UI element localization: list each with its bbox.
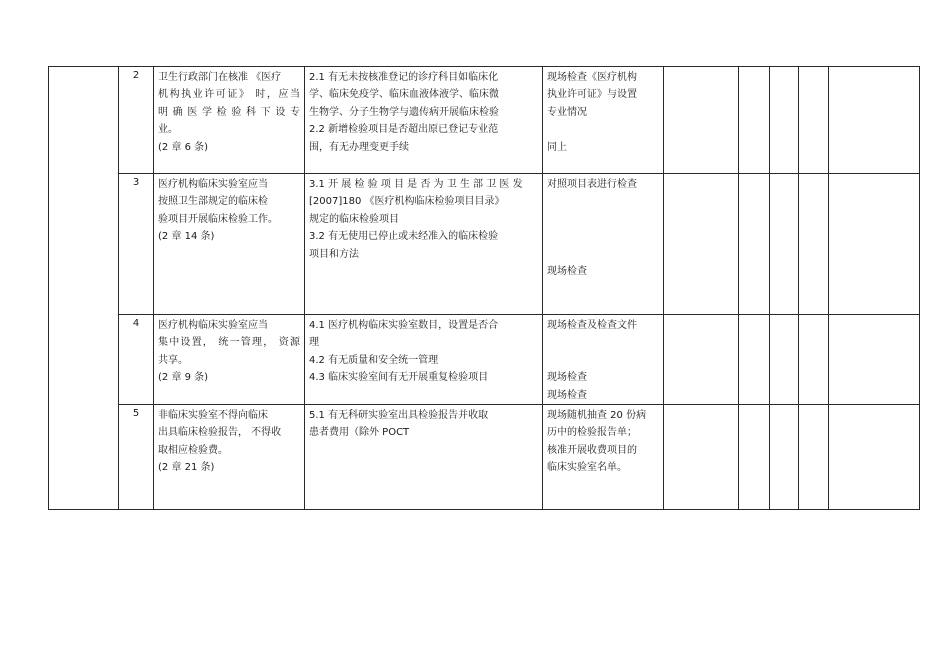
method-line: 现场随机抽查 20 份病 (547, 410, 647, 421)
item-number: 5 (119, 405, 154, 510)
empty-cell (664, 315, 739, 405)
empty-cell (829, 405, 920, 510)
requirement-line: (2 章 21 条) (158, 462, 215, 474)
empty-cell (829, 67, 920, 174)
requirement-line: 验项目开展临床检验工作。 (158, 213, 278, 225)
requirement-cell (154, 67, 305, 174)
content-line: 4.3 临床实验室间有无开展重复检验项目 (309, 372, 489, 384)
content-line: 围，有无办理变更手续 (309, 141, 409, 153)
method-line: 现场检查《医疗机构 (547, 72, 637, 83)
empty-cell (664, 174, 739, 315)
requirement-line: 集中设置， 统一管理， 资源 (158, 337, 300, 349)
table-row (49, 67, 920, 174)
requirement-line: 卫生行政部门在核准 《医疗 (158, 72, 282, 83)
requirement-cell (154, 405, 305, 510)
requirement-line: 取相应检验费。 (158, 444, 228, 456)
empty-cell (829, 315, 920, 405)
method-line: 核准开展收费项目的 (547, 444, 637, 456)
content-line: 2.1 有无未按核准登记的诊疗科目如临床化 (309, 72, 499, 83)
content-line: 理 (309, 337, 319, 349)
requirement-line: 共享。 (158, 354, 188, 366)
item-number: 4 (119, 315, 154, 405)
method-line: 对照项目表进行检查 (547, 179, 637, 190)
empty-cell (770, 405, 799, 510)
requirement-line: 机构执业许可证》 时，应当 (158, 89, 300, 101)
method-line: 同上 (547, 141, 567, 153)
empty-cell (770, 174, 799, 315)
content-line: 4.1 医疗机构临床实验室数目，设置是否合 (309, 320, 499, 331)
empty-cell (770, 67, 799, 174)
requirement-line: 医疗机构临床实验室应当 (158, 179, 268, 190)
table-row (49, 315, 920, 405)
method-line: 临床实验室名单。 (547, 462, 627, 474)
empty-cell (739, 315, 770, 405)
content-cell (305, 67, 543, 174)
content-line: 5.1 有无科研实验室出具检验报告并收取 (309, 410, 489, 421)
item-number: 2 (119, 67, 154, 174)
requirement-line: (2 章 14 条) (158, 231, 215, 243)
empty-cell (829, 174, 920, 315)
empty-cell (799, 405, 829, 510)
content-line: 3.1 开 展 检 验 项 目 是 否 为 卫 生 部 卫 医 发 (309, 179, 523, 190)
content-line: [2007]180 《医疗机构临床检验项目目录》 (309, 196, 505, 208)
requirement-line: (2 章 9 条) (158, 372, 209, 384)
method-cell (543, 174, 664, 315)
requirement-line: 非临床实验室不得向临床 (158, 410, 268, 421)
method-line: 现场检查 (547, 372, 587, 384)
table-row (49, 174, 920, 315)
requirement-line: 明 确 医 学 检 验 科 下 设 专 (158, 106, 300, 118)
empty-cell (739, 67, 770, 174)
method-line: 历中的检验报告单； (547, 427, 637, 439)
method-cell (543, 405, 664, 510)
requirement-cell (154, 174, 305, 315)
content-line: 学、临床免疫学、临床血液体液学、临床微 (309, 89, 499, 101)
method-line: 专业情况 (547, 106, 587, 118)
empty-cell (664, 67, 739, 174)
method-line: 现场检查 (547, 265, 587, 277)
method-line: 执业许可证》与设置 (547, 89, 637, 101)
content-line: 3.2 有无使用已停止或未经准入的临床检验 (309, 231, 499, 243)
content-line: 患者费用（除外 POCT (309, 427, 410, 439)
requirement-line: 医疗机构临床实验室应当 (158, 320, 268, 331)
empty-cell (799, 315, 829, 405)
empty-cell (770, 315, 799, 405)
empty-cell (664, 405, 739, 510)
category-cell (49, 67, 119, 510)
requirement-line: 按照卫生部规定的临床检 (158, 196, 268, 208)
method-cell (543, 315, 664, 405)
empty-cell (799, 67, 829, 174)
content-line: 项目和方法 (309, 248, 359, 260)
requirement-line: (2 章 6 条) (158, 141, 209, 153)
content-line: 2.2 新增检验项目是否超出原已登记专业范 (309, 124, 499, 136)
method-cell (543, 67, 664, 174)
method-line: 现场检查 (547, 389, 587, 401)
requirement-line: 业。 (158, 124, 178, 136)
content-line: 生物学、分子生物学与遗传病开展临床检验 (309, 106, 499, 118)
empty-cell (799, 174, 829, 315)
item-number: 3 (119, 174, 154, 315)
content-cell (305, 315, 543, 405)
empty-cell (739, 405, 770, 510)
table-row (49, 405, 920, 510)
requirement-cell (154, 315, 305, 405)
inspection-table (48, 66, 920, 510)
empty-cell (739, 174, 770, 315)
content-cell (305, 174, 543, 315)
content-line: 4.2 有无质量和安全统一管理 (309, 354, 439, 366)
content-line: 规定的临床检验项目 (309, 213, 399, 225)
requirement-line: 出具临床检验报告， 不得收 (158, 427, 282, 439)
content-cell (305, 405, 543, 510)
method-line: 现场检查及检查文件 (547, 320, 637, 331)
